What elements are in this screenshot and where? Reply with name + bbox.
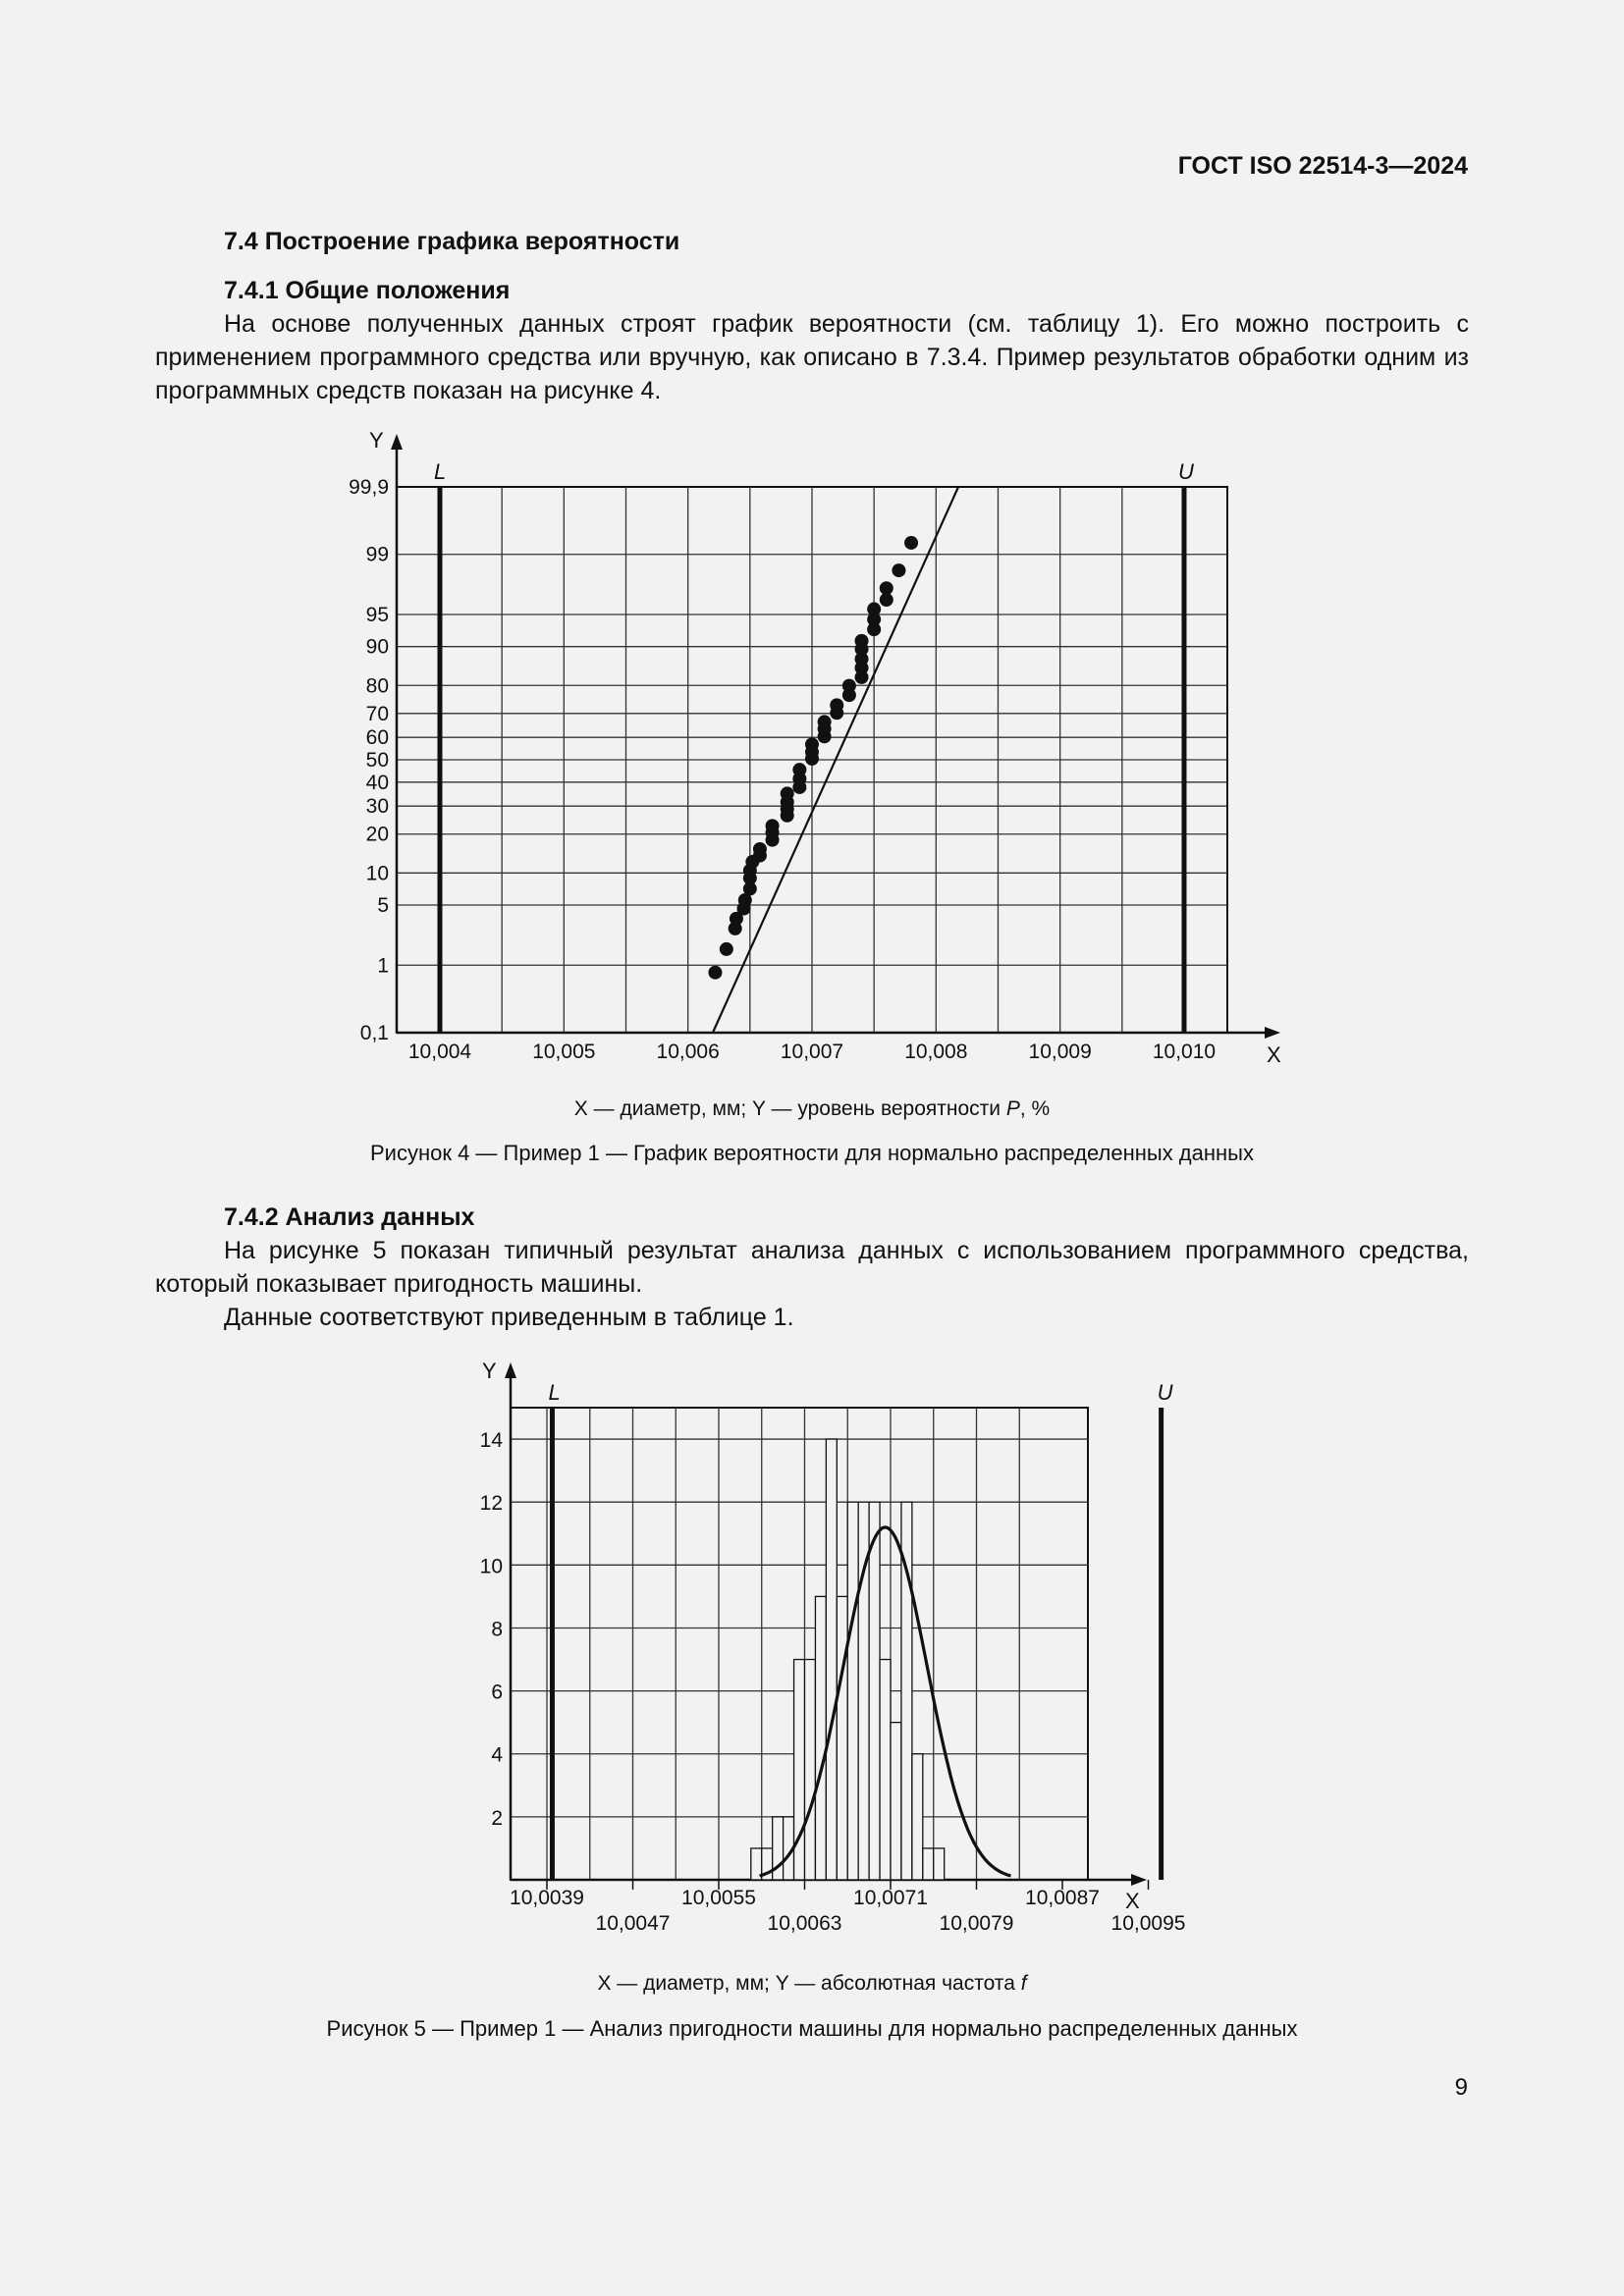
data-point [818,715,832,728]
figure5-histogram [0,1355,1624,1944]
section-7-4-1-text [155,307,1469,407]
histogram-bar [847,1502,858,1880]
paragraph: На рисунке 5 показан типичный результат анализа данных с использованием программного средства, который показывает пригодность машины. [155,1237,1469,1298]
x-tick-label: 10,0079 [939,1912,1014,1935]
limit-label-U: U [1157,1380,1173,1405]
x-tick-label: 10,0063 [767,1912,842,1935]
data-point [720,942,733,956]
figure5-caption: Рисунок 5 — Пример 1 — Анализ пригодности машины для нормально распределенных данных [326,2016,1298,2041]
y-tick-label: 8 [491,1618,503,1641]
y-tick-label: 70 [365,702,389,725]
figure4-legend-tail: , % [1019,1097,1051,1120]
histogram-bar [934,1848,945,1880]
y-tick-label: 10 [365,862,389,885]
data-point [708,966,722,980]
x-tick-label: 10,0039 [510,1887,584,1909]
y-tick-label: 90 [365,635,389,659]
limit-label-L: L [548,1380,561,1405]
figure5-marks [548,1380,1172,1880]
y-axis-arrow [505,1362,516,1378]
y-tick-label: 12 [479,1492,503,1516]
section-7-4-title: 7.4 Построение графика вероятности [224,228,680,255]
y-tick-label: 50 [365,749,389,772]
data-point [792,763,806,776]
x-tick-label: 10,0047 [595,1912,671,1935]
y-tick-label: 99 [365,543,389,566]
y-tick-label: 30 [365,795,389,819]
data-point [830,698,843,712]
data-point [842,679,856,693]
y-tick-label: 0,1 [359,1022,389,1044]
y-tick-label: 6 [491,1681,503,1704]
x-tick-label: 10,008 [904,1041,968,1063]
figure4-caption: Рисунок 4 — Пример 1 — График вероятности для нормально распределенных данных [370,1141,1254,1165]
doc-header: ГОСТ ISO 22514-3—2024 [1177,152,1468,180]
x-tick-label: 10,010 [1152,1041,1217,1063]
data-point [766,819,780,832]
y-tick-label: 14 [479,1429,503,1453]
data-point [753,842,767,856]
figure4-probability-plot [0,422,1624,1109]
histogram-bar [869,1502,880,1880]
section-7-4-2-title: 7.4.2 Анализ данных [224,1203,475,1231]
x-tick-label: 10,0087 [1025,1887,1100,1909]
data-point [880,581,893,595]
paragraph: Данные соответствуют приведенным в таблице 1. [224,1304,794,1331]
x-tick-label: 10,0095 [1110,1912,1186,1935]
histogram-bar [837,1596,847,1880]
x-tick-label: 10,004 [407,1041,472,1063]
x-axis-label: X [1125,1889,1140,1913]
y-axis-label: Y [369,428,384,453]
y-tick-label: 60 [365,726,389,750]
histogram-bar [880,1660,891,1880]
histogram-bar [805,1660,816,1880]
limit-label-L: L [434,459,447,484]
data-point [855,634,869,648]
x-axis-label: X [1267,1042,1281,1067]
data-point [904,536,918,550]
x-tick-label: 10,0055 [681,1887,756,1909]
data-point [892,563,905,577]
x-tick-label: 10,005 [532,1041,596,1063]
y-tick-label: 2 [491,1806,503,1830]
data-point [781,786,794,800]
y-tick-label: 20 [365,823,389,846]
histogram-bar [815,1596,826,1880]
data-point [867,603,881,616]
y-tick-label: 10 [479,1555,503,1578]
y-tick-label: 95 [365,604,389,627]
y-tick-label: 80 [365,674,389,698]
y-tick-label: 5 [377,893,389,917]
y-axis-arrow [391,434,403,450]
x-tick-label: 10,006 [656,1041,720,1063]
figure5-legend-var: f [1020,1972,1027,1995]
figure4-legend [0,1097,1624,1121]
x-tick-label: 10,009 [1028,1041,1092,1063]
section-7-4-1-title: 7.4.1 Общие положения [224,277,511,304]
histogram-bar [923,1848,934,1880]
histogram-bar [826,1439,837,1880]
histogram-bar [912,1754,923,1880]
section-7-4-2-text [155,1234,1469,1334]
figure5-legend [0,1972,1624,1996]
x-axis-arrow [1265,1027,1280,1039]
paragraph: На основе полученных данных строят график вероятности (см. таблицу 1). Его можно построить с применением программного средства или вручную, как описано в 7.3.4. Пример результатов обработки одним из программных средств показан на рисунке 4. [155,310,1469,404]
histogram-bar [891,1723,901,1880]
data-point [805,737,819,751]
figure4-marks [434,459,1194,1033]
y-tick-label: 40 [365,771,389,794]
figure4-legend-var: P [1005,1097,1020,1120]
figure5-legend-text: X — диаметр, мм; Y — абсолютная частота [597,1972,1021,1995]
y-axis-label: Y [482,1359,497,1383]
x-tick-label: 10,0071 [853,1887,928,1909]
x-axis-arrow [1131,1874,1147,1886]
y-tick-label: 1 [377,954,389,978]
y-tick-label: 99,9 [349,476,389,499]
y-tick-label: 4 [491,1743,503,1767]
limit-label-U: U [1177,459,1194,484]
x-tick-label: 10,007 [780,1041,844,1063]
figure4-legend-text: X — диаметр, мм; Y — уровень вероятности [573,1097,1006,1120]
page-number: 9 [1454,2074,1468,2101]
